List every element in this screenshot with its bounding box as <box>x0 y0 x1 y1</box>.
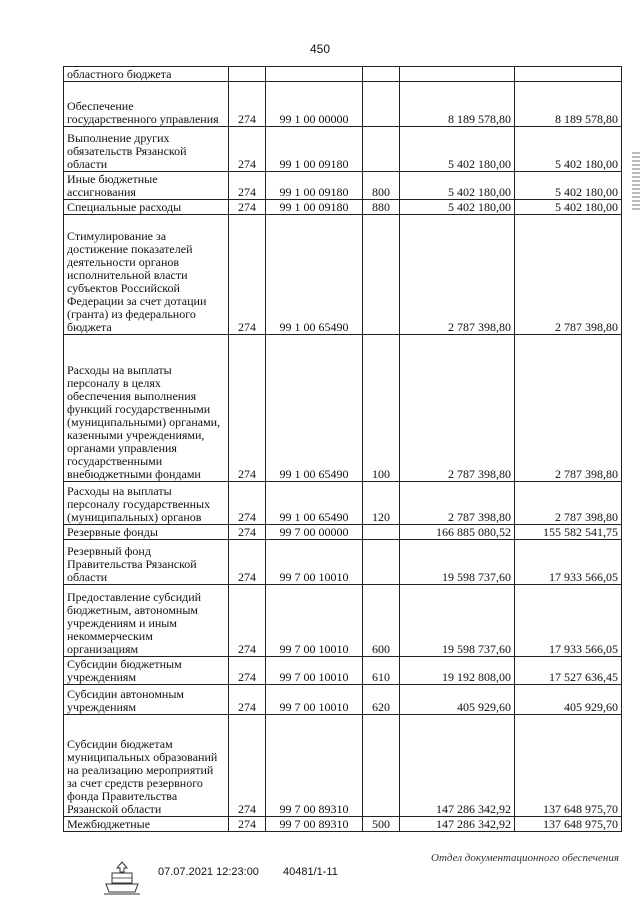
row-name-cell: Межбюджетные <box>64 817 229 832</box>
row-target-article-cell: 99 7 00 00000 <box>266 525 363 540</box>
table-row <box>64 82 622 127</box>
table-row <box>64 685 622 715</box>
table-row <box>64 540 622 585</box>
row-ved-code-cell: 274 <box>229 685 266 715</box>
coat-of-arms-icon <box>100 860 144 896</box>
row-sum-2021-cell: 5 402 180,00 <box>400 172 515 200</box>
row-ved-code-cell: 274 <box>229 657 266 685</box>
row-sum-2021-cell: 19 598 737,60 <box>400 540 515 585</box>
row-sum-executed-cell: 405 929,60 <box>515 685 622 715</box>
row-sum-2021-cell: 5 402 180,00 <box>400 127 515 172</box>
row-name-cell: Специальные расходы <box>64 200 229 215</box>
row-sum-executed-cell: 2 787 398,80 <box>515 482 622 525</box>
row-target-article-cell: 99 1 00 09180 <box>266 127 363 172</box>
row-ved-code-cell: 274 <box>229 817 266 832</box>
footer-stamp: Отдел документационного обеспечения <box>431 852 619 864</box>
page-number: 450 <box>309 42 331 56</box>
row-expense-type-cell: 800 <box>363 172 400 200</box>
table-row <box>64 482 622 525</box>
row-ved-code-cell: 274 <box>229 172 266 200</box>
row-expense-type-cell <box>363 540 400 585</box>
row-target-article-cell: 99 1 00 00000 <box>266 82 363 127</box>
row-expense-type-cell <box>363 82 400 127</box>
row-name-cell: Стимулирование за достижение показателей деятельности органов исполнительной власти субъектов Российской Федерации за счет дотации (гранта) из федерального бюджета <box>64 215 229 335</box>
footer-date: 07.07.2021 12:23:00 <box>158 866 259 878</box>
row-ved-code-cell: 274 <box>229 585 266 657</box>
row-sum-executed-cell: 2 787 398,80 <box>515 215 622 335</box>
row-name-cell: Резервные фонды <box>64 525 229 540</box>
table-row <box>64 172 622 200</box>
row-expense-type-cell: 120 <box>363 482 400 525</box>
row-target-article-cell: 99 7 00 10010 <box>266 540 363 585</box>
table-row <box>64 657 622 685</box>
row-ved-code-cell: 274 <box>229 715 266 817</box>
row-ved-code-cell: 274 <box>229 482 266 525</box>
row-ved-code-cell: 274 <box>229 127 266 172</box>
row-sum-executed-cell: 155 582 541,75 <box>515 525 622 540</box>
row-sum-2021-cell: 5 402 180,00 <box>400 200 515 215</box>
row-target-article-cell: 99 7 00 10010 <box>266 585 363 657</box>
row-ved-code-cell: 274 <box>229 525 266 540</box>
row-target-article-cell: 99 1 00 65490 <box>266 482 363 525</box>
row-target-article-cell: 99 7 00 89310 <box>266 715 363 817</box>
row-ved-code-cell: 274 <box>229 540 266 585</box>
row-ved-code-cell: 274 <box>229 200 266 215</box>
table-row <box>64 525 622 540</box>
row-target-article-cell: 99 1 00 09180 <box>266 172 363 200</box>
footer-doc-number: 40481/1-11 <box>283 866 338 878</box>
row-sum-2021-cell: 2 787 398,80 <box>400 215 515 335</box>
row-expense-type-cell: 500 <box>363 817 400 832</box>
row-expense-type-cell <box>363 127 400 172</box>
row-ved-code-cell: 274 <box>229 82 266 127</box>
row-target-article-cell: 99 1 00 65490 <box>266 335 363 482</box>
row-ved-code-cell <box>229 67 266 82</box>
table-row <box>64 715 622 817</box>
row-name-cell: Расходы на выплаты персоналу в целях обеспечения выполнения функций государственными (муниципальными) органами, казенными учреждениями, органами управления государственными внебюджетными фондами <box>64 335 229 482</box>
row-expense-type-cell <box>363 715 400 817</box>
page-footer <box>0 852 640 905</box>
row-sum-executed-cell: 17 933 566,05 <box>515 540 622 585</box>
row-expense-type-cell: 600 <box>363 585 400 657</box>
row-sum-2021-cell: 2 787 398,80 <box>400 482 515 525</box>
row-expense-type-cell <box>363 215 400 335</box>
table-row <box>64 200 622 215</box>
row-name-cell: Резервный фонд Правительства Рязанской области <box>64 540 229 585</box>
row-expense-type-cell <box>363 525 400 540</box>
row-name-cell: Расходы на выплаты персоналу государственных (муниципальных) органов <box>64 482 229 525</box>
row-sum-executed-cell: 2 787 398,80 <box>515 335 622 482</box>
table-row <box>64 67 622 82</box>
row-sum-2021-cell: 405 929,60 <box>400 685 515 715</box>
row-sum-executed-cell: 137 648 975,70 <box>515 817 622 832</box>
table-row <box>64 335 622 482</box>
row-name-cell: Субсидии бюджетам муниципальных образований на реализацию мероприятий за счет средств резервного фонда Правительства Рязанской области <box>64 715 229 817</box>
table-row <box>64 215 622 335</box>
row-name-cell: Субсидии автономным учреждениям <box>64 685 229 715</box>
row-sum-executed-cell: 8 189 578,80 <box>515 82 622 127</box>
row-ved-code-cell: 274 <box>229 215 266 335</box>
row-sum-2021-cell: 2 787 398,80 <box>400 335 515 482</box>
row-sum-2021-cell: 147 286 342,92 <box>400 817 515 832</box>
row-target-article-cell: 99 7 00 89310 <box>266 817 363 832</box>
row-name-cell: Субсидии бюджетным учреждениям <box>64 657 229 685</box>
row-name-cell: областного бюджета <box>64 67 229 82</box>
row-name-cell: Выполнение других обязательств Рязанской области <box>64 127 229 172</box>
row-target-article-cell: 99 7 00 10010 <box>266 685 363 715</box>
row-name-cell: Предоставление субсидий бюджетным, автономным учреждениям и иным некоммерческим организациям <box>64 585 229 657</box>
row-sum-executed-cell: 5 402 180,00 <box>515 127 622 172</box>
row-expense-type-cell: 620 <box>363 685 400 715</box>
row-sum-2021-cell: 166 885 080,52 <box>400 525 515 540</box>
row-sum-2021-cell <box>400 67 515 82</box>
row-sum-2021-cell: 19 598 737,60 <box>400 585 515 657</box>
row-name-cell: Иные бюджетные ассигнования <box>64 172 229 200</box>
row-expense-type-cell <box>363 67 400 82</box>
row-expense-type-cell: 880 <box>363 200 400 215</box>
row-sum-executed-cell: 137 648 975,70 <box>515 715 622 817</box>
row-target-article-cell <box>266 67 363 82</box>
row-ved-code-cell: 274 <box>229 335 266 482</box>
table-row <box>64 127 622 172</box>
table-row <box>64 585 622 657</box>
row-sum-executed-cell: 5 402 180,00 <box>515 200 622 215</box>
row-target-article-cell: 99 1 00 09180 <box>266 200 363 215</box>
row-sum-executed-cell: 17 933 566,05 <box>515 585 622 657</box>
row-sum-2021-cell: 19 192 808,00 <box>400 657 515 685</box>
row-target-article-cell: 99 1 00 65490 <box>266 215 363 335</box>
row-expense-type-cell: 100 <box>363 335 400 482</box>
row-expense-type-cell: 610 <box>363 657 400 685</box>
row-sum-2021-cell: 147 286 342,92 <box>400 715 515 817</box>
row-sum-executed-cell: 17 527 636,45 <box>515 657 622 685</box>
budget-table-body <box>64 67 622 832</box>
row-sum-executed-cell: 5 402 180,00 <box>515 172 622 200</box>
row-sum-2021-cell: 8 189 578,80 <box>400 82 515 127</box>
scan-edge-mark <box>632 150 640 210</box>
table-row <box>64 817 622 832</box>
row-target-article-cell: 99 7 00 10010 <box>266 657 363 685</box>
row-name-cell: Обеспечение государственного управления <box>64 82 229 127</box>
row-sum-executed-cell <box>515 67 622 82</box>
budget-table <box>63 66 622 832</box>
